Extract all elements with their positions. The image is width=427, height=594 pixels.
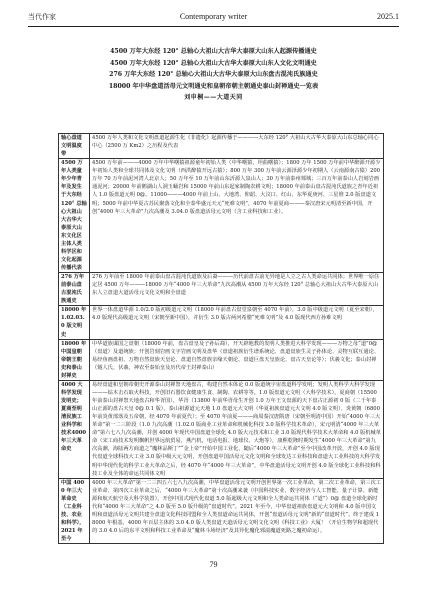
row-content: 世界一体盘道华源 1.0/2.0 版初级道元文明（18000 年前盘古盘堂泉朝至 4070 年前），3.0 版中级道元文明（夏至宋朝），4.0 版现代高级道元文明（宋朝至新中国），并衍生 3.0 版古两河希腊“死难文明”及 4.0 版现代西方孙难文明 <box>90 306 384 339</box>
title-line: 276 万年大东经 120° 总轴心大祖山大古华大泰原大山东盘古混沌氏族通史 <box>109 71 318 79</box>
header-rule <box>28 26 399 27</box>
journal-name-cn: 当代作家 <box>28 13 56 21</box>
row-content: 4500 万年前———4000 万年中华曙猿祖源童年初始人类（中华曙猿，坦曲曙猿）；1800 万年 1500 万年前中华醉源开源少年初始人类和全球共同体及文化文明（西洪醉猿开远古猿）；800 万年 300 万年前云源泽源少年初期人（云南源南古猿）200 万年 70 万年前泥河湾人北京人；50 万年至 10 万年前山东沂源人泉山人；30 万年前泰州郯城；三百万年前泰山人岩刻岩画通泥河；20000 年前鹅湖山人洞玉蛹岩和 15000 年前山东起家制陶农耕文明；18000 年前泰山盘古混沌氏道族之青年近祖人 1.0 版盘道元明 0@。11000———4000 年前上山、大地湾、仰韶、大汶口、红山、东华夏庚河、三星堆 2.0 版盘道文明；5000 年前中华夏古苏民聚落文化和全泰华盛元天元“死难文明”，4070 年前夏商———秦汉唐宋元明清至新中国，开创“4000 年三大革命”九次高潮及 3.04.0 版盘道活母元文明（含工业科技和工业）。 <box>90 159 384 273</box>
row-content: 中华道族谋国之盘朝（18000 年前，盘古盘皇及子孙后裔），开天辟地教的发明人类推进大科学发现———万物之母“道”0@（盘道）及道统族；开创岩刻岩画文字岩画文明及盘华（盘道祖族衍生谱系统论、盘道盘族生灵子孙体论、灵物互联互通论、易经鱼画盘祖、万物自然盘族天皇论、盘道自然盘族亲缘天朝论、盘道巨盘天皇族论、盘古天皇论等）；伏羲文化；泰山封禅（燧人氏、伏羲、神农至秦始皇及历代帝王封禅泰山） <box>90 339 384 380</box>
row-heading: 4500 万年人类童年少年青年及发生于大东经 120° 总轴心大祖山大古华大泰原大山东文化区主体人类科学区和文化起源传播代表 <box>59 159 90 273</box>
table-row <box>59 134 384 159</box>
title-line: 18000 年中华盘道活母元文明通史和皇朝帝朝主朝通史泰山封禅通史一览表 <box>108 82 319 90</box>
row-heading: 中国 4000 年三大革命史（工业科技、农业和科学），2021 年至今 <box>59 478 90 544</box>
row-content: 4500 万年人类和文化文明盘道起源生化《非遗化》起源传播于————大东经 120° 大祖山大古华大泰原大山东总轴心同心中心（2500 万 Km2）之历程及代表 <box>90 134 384 159</box>
table-row <box>59 273 384 306</box>
row-heading: 18000 年中国皇朝帝朝王朝史和泰山封禅史 <box>59 339 90 380</box>
running-header <box>28 10 399 24</box>
table-row <box>59 380 384 478</box>
overview-table <box>58 133 384 544</box>
journal-name-en: Contemporary writer <box>179 12 248 21</box>
title-block <box>28 46 399 104</box>
page-number: 79 <box>209 560 218 569</box>
table-row <box>59 306 384 339</box>
author-line: 刘申桐——大道天同 <box>184 94 243 102</box>
row-heading: 276 万年前泰山盘古混沌氏族通史 <box>59 273 90 306</box>
row-heading: 4000 大科学发现发明史；夏商至明清民族工业科学和技术4000年三大革命史 <box>59 380 90 478</box>
title-line: 4500 万年大东经 120° 总轴心大祖山大古华大泰原大山东人起源传播通史 <box>110 48 317 55</box>
title-line: 4500 万年大东经 120° 总轴心大祖山大古华大泰原大山东人文化文明通史 <box>110 59 317 67</box>
table-row <box>59 478 384 544</box>
row-content: 4000 年三大革命”第一二三四五六七八九次高潮，中华盘道活母元文明开创世界第一次工业革命，第二次工业革命，第三次工业革命、第四次工业革命之后，“4000 年三大革命”第十次高潮来袭（中国科技实业、数字经济与人工智能、量子计算、新能源和航天航空及大科学装置），开创中国式现代化盘道 5.0 版超级大元文明和全人类命运共同体（“道”）0@ 盘道全球化新时代和“4000 年三大革命”之 4.0 版至 5.0 版升级的“盘道时代”。2021 年至今，中华盘道祖族盘道元大文明和 4.0 版中国文明和盘道活母元文明共建全盘道文化科技同盟和全人类盘道命运共同体，开创“盘道活母元文明”新的“盘道时代”。终于建成 18000 年根基，4000 年百层主体的 3.0 4.0 版人类盘道天道活母元文明文化文明《科技工业》大厦！（开启生物学和超现代的 3.0 4.0 后的东半文明和科技工业革命及“魔林斗场经济”及其异化魔化邪溢魔道死路之魔初命运）。 <box>90 478 384 544</box>
issue-number: 2025.1 <box>377 12 399 21</box>
row-heading: 18000 年 1.02.03.0 版文明史 <box>59 306 90 339</box>
table-row <box>59 159 384 273</box>
row-content: 276 万年前至 18000 年前泰山盘古混沌氏道族及后裔———历代前盘古前无异地是人立之古人类命运共同体；世界唯一原住定居 4500 万年———18000 万年“4000 年三大革命”九次高潮从 4500 万年大东经 120° 总轴心大祖山大古华大泰原大山东人立盘道大道活母元文化文明和全盘道 <box>90 273 384 306</box>
table-row <box>59 339 384 380</box>
row-heading: 轴心盘道文明温度带 <box>59 134 90 159</box>
row-content: 易经盘道和皇朝帝朝史开源泰山封禅祭天地盘古，构建自然本体论 0.0 版道统宇宙盘道科学发明；发明人类科学大科学发现———钻木击石取火科技，开创旧石器饮食健康生食、制陶、农耕等等。1.0 版盘道元文明（大科学技术）。夏商朝（15500 年前泰山封禅祭天地盘古和华胥国），华胥（13800 年前华胥母生开创 1.0 万年王文盘源的天下盘古正源初 0 版（二千年泰山正源的盘古天皇 0@ 0.1 版）、泰山祖源道元天地 1.0 盘道元大文明（华夏祖族盘道元大文明 4.0 版文明）、炎黄朝（6800 年前炎黄部落及五帝朝，经 4070 年前夏代）；至 4070 年前夏———商周秦汉唐隋唐（宋朝至明清中国）开始“4000 年三大革命”第一二三阶段（1.0 九次高潮（1.02.0 版商业工业革命和机械化科技 3.0 版科学技术革命），宋元明清“4000 年三大革命”第六七八九次高潮，并创 4000 年现代中国盘道全球化 4.0 版大元技术和工业 3.0 版现代科学技术大革命和 4.0 版机械革命（宋工商技术发明飘帆世界远航贸易，燕汽机，电话电报、地球仪、大炮等），康熙乾隆时期发生“4000 年三大革命”第九次高潮，海陆两方商道之“魔林品斯丁”“金上帝”开始中国工业化，随后“4000 年三大革命”至今中国改革开放，开创 4.0 版现代盘道全球科技大工业 3.0 版中级大元文明，开创盘道中国活母元文化文明和全球发达工业科技和盘道大工业科技的大科学发明中华现代化的科学工业大革命之后，经 4070 年“4000 年三大革命”，中华盘道活母元文明开创 4.0 版全球化工业科技和科技工业及全体的命运共同体文明 <box>90 380 384 478</box>
